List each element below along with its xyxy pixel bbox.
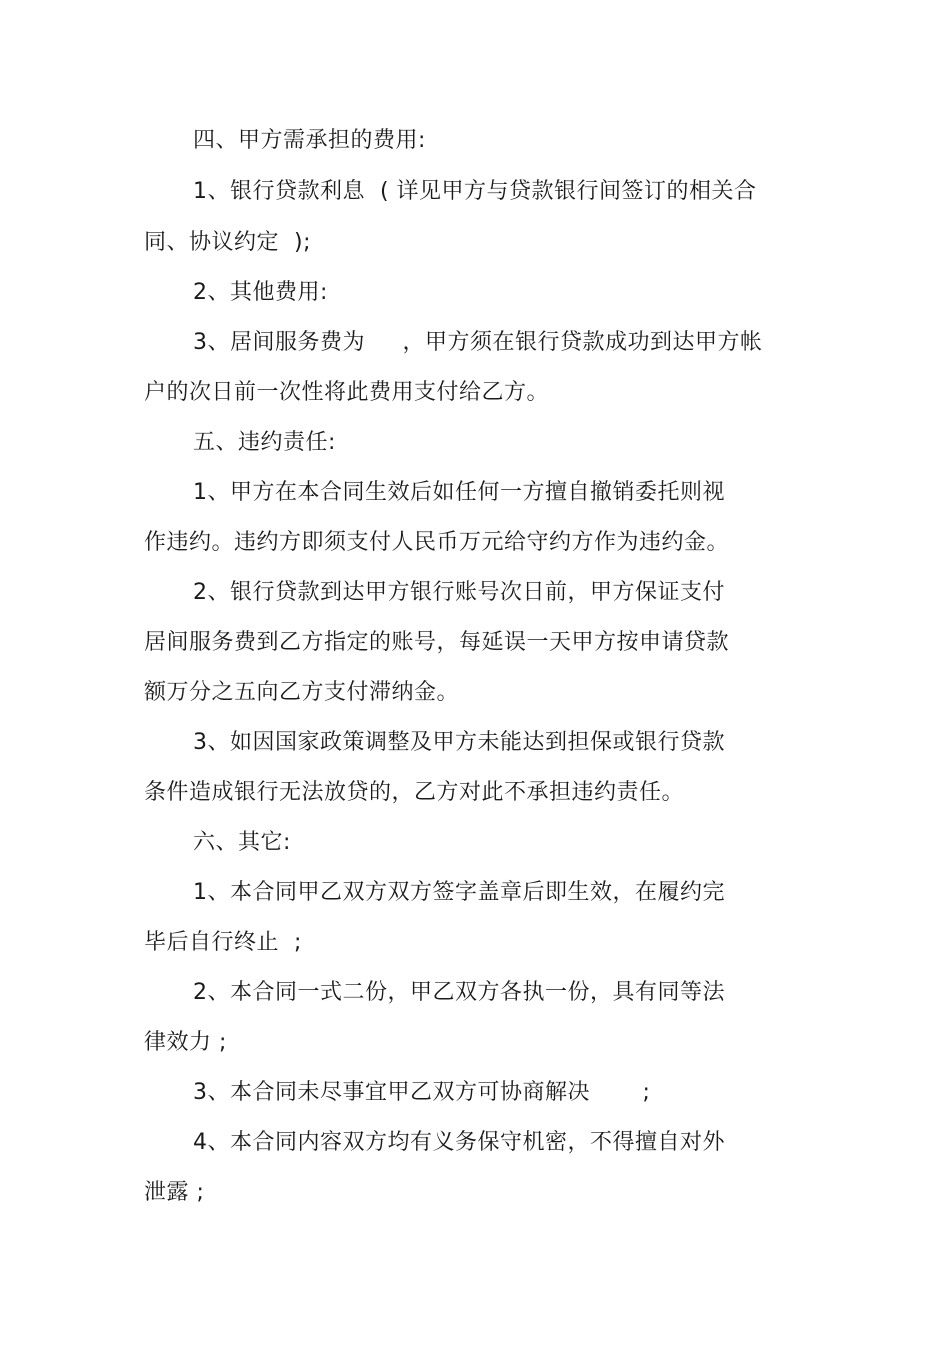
paragraph-line: 2、本合同一式二份，甲乙双方各执一份，具有同等法 bbox=[193, 980, 725, 1005]
paragraph-line: 2、其他费用: bbox=[193, 280, 328, 305]
paragraph-line: 条件造成银行无法放贷的，乙方对此不承担违约责任。 bbox=[144, 780, 685, 805]
section-heading-other: 六、其它: bbox=[193, 830, 291, 855]
paragraph-line: 3、如因国家政策调整及甲方未能达到担保或银行贷款 bbox=[193, 730, 725, 755]
paragraph-line: 作违约。违约方即须支付人民币万元给守约方作为违约金。 bbox=[144, 530, 730, 555]
paragraph-line: 3、居间服务费为 ，甲方须在银行贷款成功到达甲方帐 bbox=[193, 330, 763, 355]
paragraph-line: 毕后自行终止 ; bbox=[144, 930, 302, 955]
paragraph-line: 户的次日前一次性将此费用支付给乙方。 bbox=[144, 380, 550, 405]
paragraph-line: 4、本合同内容双方均有义务保守机密，不得擅自对外 bbox=[193, 1130, 725, 1155]
section-heading-fees: 四、甲方需承担的费用: bbox=[193, 128, 426, 153]
paragraph-line: 1、本合同甲乙双方双方签字盖章后即生效，在履约完 bbox=[193, 880, 725, 905]
paragraph-line: 1、银行贷款利息 ( 详见甲方与贷款银行间签订的相关合 bbox=[193, 179, 757, 204]
paragraph-line: 律效力 ; bbox=[144, 1030, 227, 1055]
paragraph-line: 额万分之五向乙方支付滞纳金。 bbox=[144, 680, 460, 705]
paragraph-line: 1、甲方在本合同生效后如任何一方擅自撤销委托则视 bbox=[193, 480, 725, 505]
paragraph-line: 2、银行贷款到达甲方银行账号次日前，甲方保证支付 bbox=[193, 580, 725, 605]
paragraph-line: 居间服务费到乙方指定的账号，每延误一天甲方按申请贷款 bbox=[144, 630, 730, 655]
paragraph-line: 3、本合同未尽事宜甲乙双方可协商解决 ; bbox=[193, 1080, 651, 1105]
paragraph-line: 泄露 ; bbox=[144, 1180, 205, 1205]
section-heading-liability: 五、违约责任: bbox=[193, 430, 336, 455]
paragraph-line: 同、协议约定 ); bbox=[144, 230, 311, 255]
